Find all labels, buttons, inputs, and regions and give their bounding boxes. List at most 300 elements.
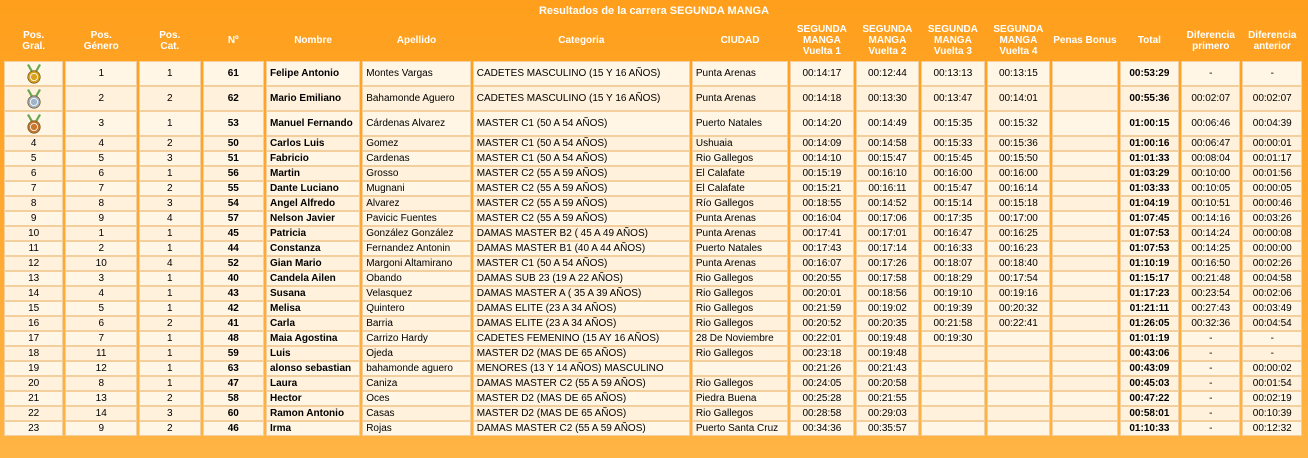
- category-position-cell: 1: [139, 111, 200, 136]
- table-row: [4, 211, 1302, 226]
- category-position-cell: 4: [139, 256, 200, 271]
- category-cell: CADETES FEMENINO (15 AY 16 AÑOS): [473, 331, 690, 346]
- lap-4-cell: 00:20:32: [987, 301, 1051, 316]
- category-cell: MASTER C2 (55 A 59 AÑOS): [473, 196, 690, 211]
- silver-medal-icon: [25, 89, 43, 109]
- diff-first-cell: 00:27:43: [1181, 301, 1240, 316]
- lap-4-cell: 00:16:00: [987, 166, 1051, 181]
- diff-previous-cell: 00:01:17: [1242, 151, 1302, 166]
- position-cell: 9: [4, 211, 63, 226]
- last-name-cell: Fernandez Antonin: [362, 241, 471, 256]
- diff-first-cell: -: [1181, 376, 1240, 391]
- column-header: Penas Bonus: [1053, 35, 1117, 46]
- category-cell: MASTER C2 (55 A 59 AÑOS): [473, 166, 690, 181]
- last-name-cell: Velasquez: [362, 286, 471, 301]
- penalty-bonus-cell: [1052, 136, 1118, 151]
- penalty-bonus-cell: [1052, 361, 1118, 376]
- position-cell: 18: [4, 346, 63, 361]
- penalty-bonus-cell: [1052, 181, 1118, 196]
- diff-previous-cell: 00:04:39: [1242, 111, 1302, 136]
- city-cell: Puerto Santa Cruz: [692, 421, 788, 436]
- position-cell: 16: [4, 316, 63, 331]
- last-name-cell: Bahamonde Aguero: [362, 86, 471, 111]
- last-name-cell: bahamonde aguero: [362, 361, 471, 376]
- total-time-cell: 01:01:19: [1120, 331, 1179, 346]
- bib-number-cell: 58: [203, 391, 264, 406]
- category-cell: DAMAS MASTER A ( 35 A 39 AÑOS): [473, 286, 690, 301]
- first-name-cell: Ramon Antonio: [266, 406, 360, 421]
- diff-previous-cell: 00:03:26: [1242, 211, 1302, 226]
- lap-1-cell: 00:15:19: [790, 166, 854, 181]
- category-position-cell: 2: [139, 316, 200, 331]
- position-cell: 8: [4, 196, 63, 211]
- lap-2-cell: 00:29:03: [856, 406, 920, 421]
- diff-first-cell: 00:23:54: [1181, 286, 1240, 301]
- gender-position-cell: 2: [65, 241, 137, 256]
- category-cell: DAMAS MASTER B1 (40 A 44 AÑOS): [473, 241, 690, 256]
- column-header: Nº: [227, 35, 239, 46]
- lap-1-cell: 00:21:26: [790, 361, 854, 376]
- diff-first-cell: -: [1181, 346, 1240, 361]
- diff-previous-cell: 00:01:56: [1242, 166, 1302, 181]
- lap-2-cell: 00:14:49: [856, 111, 920, 136]
- table-row: [4, 61, 1302, 86]
- position-cell: 17: [4, 331, 63, 346]
- gender-position-cell: 6: [65, 166, 137, 181]
- category-cell: MASTER C1 (50 A 54 AÑOS): [473, 151, 690, 166]
- total-time-cell: 01:10:33: [1120, 421, 1179, 436]
- lap-2-cell: 00:17:01: [856, 226, 920, 241]
- gender-position-cell: 2: [65, 86, 137, 111]
- city-cell: Punta Arenas: [692, 86, 788, 111]
- column-header: Pos. Cat.: [159, 29, 181, 52]
- category-position-cell: 1: [139, 61, 200, 86]
- first-name-cell: Mario Emiliano: [266, 86, 360, 111]
- table-row: [4, 421, 1302, 436]
- lap-4-cell: [987, 346, 1051, 361]
- penalty-bonus-cell: [1052, 211, 1118, 226]
- gender-position-cell: 1: [65, 61, 137, 86]
- total-time-cell: 01:01:33: [1120, 151, 1179, 166]
- table-row: [4, 361, 1302, 376]
- category-position-cell: 1: [139, 271, 200, 286]
- lap-3-cell: 00:19:39: [921, 301, 985, 316]
- diff-previous-cell: 00:02:07: [1242, 86, 1302, 111]
- category-position-cell: 1: [139, 301, 200, 316]
- total-time-cell: 01:04:19: [1120, 196, 1179, 211]
- table-row: [4, 406, 1302, 421]
- total-time-cell: 01:15:17: [1120, 271, 1179, 286]
- lap-3-cell: [921, 406, 985, 421]
- lap-2-cell: 00:18:56: [856, 286, 920, 301]
- penalty-bonus-cell: [1052, 331, 1118, 346]
- diff-previous-cell: 00:02:26: [1242, 256, 1302, 271]
- gender-position-cell: 1: [65, 226, 137, 241]
- table-row: [4, 151, 1302, 166]
- lap-4-cell: 00:18:40: [987, 256, 1051, 271]
- diff-previous-cell: 00:12:32: [1242, 421, 1302, 436]
- city-cell: Puerto Natales: [692, 241, 788, 256]
- bib-number-cell: 63: [203, 361, 264, 376]
- city-cell: Punta Arenas: [692, 256, 788, 271]
- gender-position-cell: 6: [65, 316, 137, 331]
- lap-1-cell: 00:24:05: [790, 376, 854, 391]
- bib-number-cell: 52: [203, 256, 264, 271]
- last-name-cell: Mugnani: [362, 181, 471, 196]
- table-row: [4, 316, 1302, 331]
- lap-1-cell: 00:20:55: [790, 271, 854, 286]
- diff-first-cell: 00:02:07: [1181, 86, 1240, 111]
- diff-previous-cell: 00:00:02: [1242, 361, 1302, 376]
- category-position-cell: 1: [139, 346, 200, 361]
- position-cell: 23: [4, 421, 63, 436]
- diff-previous-cell: 00:00:05: [1242, 181, 1302, 196]
- category-cell: DAMAS MASTER C2 (55 A 59 AÑOS): [473, 376, 690, 391]
- lap-2-cell: 00:17:14: [856, 241, 920, 256]
- category-cell: DAMAS MASTER B2 ( 45 A 49 AÑOS): [473, 226, 690, 241]
- table-row: [4, 346, 1302, 361]
- lap-1-cell: 00:34:36: [790, 421, 854, 436]
- category-cell: MASTER C1 (50 A 54 AÑOS): [473, 256, 690, 271]
- category-position-cell: 2: [139, 391, 200, 406]
- category-position-cell: 2: [139, 181, 200, 196]
- total-time-cell: 01:26:05: [1120, 316, 1179, 331]
- last-name-cell: Rojas: [362, 421, 471, 436]
- lap-2-cell: 00:14:58: [856, 136, 920, 151]
- first-name-cell: Angel Alfredo: [266, 196, 360, 211]
- lap-1-cell: 00:14:17: [790, 61, 854, 86]
- first-name-cell: Nelson Javier: [266, 211, 360, 226]
- penalty-bonus-cell: [1052, 111, 1118, 136]
- city-cell: Rio Gallegos: [692, 286, 788, 301]
- lap-2-cell: 00:17:58: [856, 271, 920, 286]
- table-row: [4, 376, 1302, 391]
- bib-number-cell: 53: [203, 111, 264, 136]
- gender-position-cell: 9: [65, 211, 137, 226]
- first-name-cell: Dante Luciano: [266, 181, 360, 196]
- diff-first-cell: 00:10:00: [1181, 166, 1240, 181]
- table-row: [4, 181, 1302, 196]
- gender-position-cell: 8: [65, 196, 137, 211]
- last-name-cell: Cárdenas Alvarez: [362, 111, 471, 136]
- lap-2-cell: 00:20:35: [856, 316, 920, 331]
- total-time-cell: 00:53:29: [1120, 61, 1179, 86]
- category-position-cell: 2: [139, 421, 200, 436]
- bib-number-cell: 54: [203, 196, 264, 211]
- gender-position-cell: 10: [65, 256, 137, 271]
- penalty-bonus-cell: [1052, 301, 1118, 316]
- lap-3-cell: 00:13:47: [921, 86, 985, 111]
- city-cell: Punta Arenas: [692, 211, 788, 226]
- table-row: [4, 286, 1302, 301]
- last-name-cell: Montes Vargas: [362, 61, 471, 86]
- total-time-cell: 00:43:06: [1120, 346, 1179, 361]
- lap-4-cell: 00:19:16: [987, 286, 1051, 301]
- column-header: Diferencia anterior: [1248, 29, 1297, 52]
- gender-position-cell: 14: [65, 406, 137, 421]
- diff-first-cell: -: [1181, 61, 1240, 86]
- column-header: SEGUNDA MANGA Vuelta 3: [927, 24, 978, 57]
- bib-number-cell: 50: [203, 136, 264, 151]
- diff-previous-cell: 00:00:01: [1242, 136, 1302, 151]
- lap-2-cell: 00:19:48: [856, 346, 920, 361]
- category-position-cell: 1: [139, 331, 200, 346]
- table-row: [4, 226, 1302, 241]
- position-cell: 5: [4, 151, 63, 166]
- first-name-cell: Carla: [266, 316, 360, 331]
- lap-2-cell: 00:13:30: [856, 86, 920, 111]
- city-cell: Río Gallegos: [692, 196, 788, 211]
- last-name-cell: Caniza: [362, 376, 471, 391]
- first-name-cell: Luis: [266, 346, 360, 361]
- first-name-cell: Gian Mario: [266, 256, 360, 271]
- diff-first-cell: -: [1181, 391, 1240, 406]
- lap-3-cell: 00:19:30: [921, 331, 985, 346]
- category-cell: MASTER D2 (MAS DE 65 AÑOS): [473, 346, 690, 361]
- penalty-bonus-cell: [1052, 316, 1118, 331]
- category-cell: MASTER C1 (50 A 54 AÑOS): [473, 136, 690, 151]
- position-cell: 22: [4, 406, 63, 421]
- gender-position-cell: 11: [65, 346, 137, 361]
- lap-1-cell: 00:22:01: [790, 331, 854, 346]
- bib-number-cell: 44: [203, 241, 264, 256]
- city-cell: El Calafate: [692, 181, 788, 196]
- table-row: [4, 166, 1302, 181]
- lap-1-cell: 00:14:09: [790, 136, 854, 151]
- bib-number-cell: 42: [203, 301, 264, 316]
- category-cell: MASTER D2 (MAS DE 65 AÑOS): [473, 406, 690, 421]
- lap-1-cell: 00:21:59: [790, 301, 854, 316]
- gender-position-cell: 4: [65, 286, 137, 301]
- lap-3-cell: [921, 346, 985, 361]
- penalty-bonus-cell: [1052, 376, 1118, 391]
- first-name-cell: Patricia: [266, 226, 360, 241]
- category-position-cell: 1: [139, 286, 200, 301]
- lap-2-cell: 00:21:55: [856, 391, 920, 406]
- diff-previous-cell: 00:02:19: [1242, 391, 1302, 406]
- last-name-cell: Obando: [362, 271, 471, 286]
- total-time-cell: 00:47:22: [1120, 391, 1179, 406]
- column-header: Pos. Gral.: [22, 29, 46, 52]
- lap-4-cell: 00:16:14: [987, 181, 1051, 196]
- city-cell: Rio Gallegos: [692, 316, 788, 331]
- position-cell: 14: [4, 286, 63, 301]
- first-name-cell: Fabricio: [266, 151, 360, 166]
- gender-position-cell: 7: [65, 331, 137, 346]
- diff-previous-cell: 00:01:54: [1242, 376, 1302, 391]
- diff-first-cell: -: [1181, 406, 1240, 421]
- penalty-bonus-cell: [1052, 151, 1118, 166]
- last-name-cell: Oces: [362, 391, 471, 406]
- gender-position-cell: 7: [65, 181, 137, 196]
- lap-4-cell: [987, 331, 1051, 346]
- lap-4-cell: [987, 406, 1051, 421]
- lap-4-cell: 00:17:54: [987, 271, 1051, 286]
- lap-3-cell: [921, 391, 985, 406]
- bib-number-cell: 48: [203, 331, 264, 346]
- last-name-cell: Ojeda: [362, 346, 471, 361]
- diff-previous-cell: 00:04:58: [1242, 271, 1302, 286]
- gender-position-cell: 3: [65, 111, 137, 136]
- lap-1-cell: 00:25:28: [790, 391, 854, 406]
- diff-first-cell: 00:06:46: [1181, 111, 1240, 136]
- last-name-cell: Alvarez: [362, 196, 471, 211]
- lap-3-cell: [921, 421, 985, 436]
- total-time-cell: 01:03:29: [1120, 166, 1179, 181]
- total-time-cell: 01:10:19: [1120, 256, 1179, 271]
- position-cell: 4: [4, 136, 63, 151]
- gender-position-cell: 9: [65, 421, 137, 436]
- position-cell: [4, 61, 63, 86]
- lap-3-cell: 00:17:35: [921, 211, 985, 226]
- penalty-bonus-cell: [1052, 346, 1118, 361]
- table-row: [4, 331, 1302, 346]
- lap-3-cell: 00:15:45: [921, 151, 985, 166]
- lap-4-cell: [987, 361, 1051, 376]
- bib-number-cell: 43: [203, 286, 264, 301]
- category-cell: DAMAS MASTER C2 (55 A 59 AÑOS): [473, 421, 690, 436]
- lap-4-cell: 00:15:50: [987, 151, 1051, 166]
- position-cell: 20: [4, 376, 63, 391]
- diff-previous-cell: 00:00:46: [1242, 196, 1302, 211]
- first-name-cell: Susana: [266, 286, 360, 301]
- results-body: [4, 61, 1302, 436]
- category-position-cell: 2: [139, 86, 200, 111]
- category-position-cell: 1: [139, 166, 200, 181]
- last-name-cell: Barria: [362, 316, 471, 331]
- column-header: Total: [1137, 35, 1161, 46]
- lap-1-cell: 00:23:18: [790, 346, 854, 361]
- gender-position-cell: 8: [65, 376, 137, 391]
- total-time-cell: 00:58:01: [1120, 406, 1179, 421]
- position-cell: [4, 111, 63, 136]
- gender-position-cell: 4: [65, 136, 137, 151]
- city-cell: Rio Gallegos: [692, 346, 788, 361]
- last-name-cell: Margoni Altamirano: [362, 256, 471, 271]
- lap-4-cell: 00:22:41: [987, 316, 1051, 331]
- diff-first-cell: -: [1181, 361, 1240, 376]
- table-row: [4, 196, 1302, 211]
- lap-3-cell: 00:16:00: [921, 166, 985, 181]
- lap-1-cell: 00:14:20: [790, 111, 854, 136]
- lap-2-cell: 00:12:44: [856, 61, 920, 86]
- lap-4-cell: 00:13:15: [987, 61, 1051, 86]
- total-time-cell: 01:00:15: [1120, 111, 1179, 136]
- lap-4-cell: 00:17:00: [987, 211, 1051, 226]
- penalty-bonus-cell: [1052, 226, 1118, 241]
- table-row: [4, 86, 1302, 111]
- penalty-bonus-cell: [1052, 271, 1118, 286]
- lap-2-cell: 00:19:02: [856, 301, 920, 316]
- total-time-cell: 01:03:33: [1120, 181, 1179, 196]
- category-cell: MASTER C2 (55 A 59 AÑOS): [473, 211, 690, 226]
- lap-4-cell: [987, 391, 1051, 406]
- category-cell: CADETES MASCULINO (15 Y 16 AÑOS): [473, 86, 690, 111]
- lap-4-cell: 00:16:23: [987, 241, 1051, 256]
- bib-number-cell: 61: [203, 61, 264, 86]
- diff-previous-cell: -: [1242, 61, 1302, 86]
- lap-3-cell: 00:15:35: [921, 111, 985, 136]
- column-header: Pos. Género: [83, 29, 119, 52]
- diff-first-cell: -: [1181, 421, 1240, 436]
- lap-3-cell: 00:15:33: [921, 136, 985, 151]
- city-cell: Punta Arenas: [692, 226, 788, 241]
- penalty-bonus-cell: [1052, 391, 1118, 406]
- category-cell: MENORES (13 Y 14 AÑOS) MASCULINO: [473, 361, 690, 376]
- lap-3-cell: 00:16:47: [921, 226, 985, 241]
- lap-3-cell: [921, 361, 985, 376]
- gender-position-cell: 5: [65, 151, 137, 166]
- category-position-cell: 1: [139, 361, 200, 376]
- lap-4-cell: 00:15:18: [987, 196, 1051, 211]
- lap-3-cell: 00:16:33: [921, 241, 985, 256]
- last-name-cell: Quintero: [362, 301, 471, 316]
- bib-number-cell: 59: [203, 346, 264, 361]
- diff-previous-cell: 00:00:08: [1242, 226, 1302, 241]
- column-header: SEGUNDA MANGA Vuelta 2: [862, 24, 913, 57]
- lap-2-cell: 00:17:06: [856, 211, 920, 226]
- city-cell: Rio Gallegos: [692, 151, 788, 166]
- table-row: [4, 271, 1302, 286]
- lap-1-cell: 00:17:41: [790, 226, 854, 241]
- penalty-bonus-cell: [1052, 256, 1118, 271]
- column-header: Apellido: [396, 35, 437, 46]
- table-row: [4, 301, 1302, 316]
- category-position-cell: 4: [139, 211, 200, 226]
- category-cell: CADETES MASCULINO (15 Y 16 AÑOS): [473, 61, 690, 86]
- category-cell: MASTER C2 (55 A 59 AÑOS): [473, 181, 690, 196]
- city-cell: Rio Gallegos: [692, 406, 788, 421]
- category-cell: MASTER D2 (MAS DE 65 AÑOS): [473, 391, 690, 406]
- diff-previous-cell: 00:03:49: [1242, 301, 1302, 316]
- first-name-cell: Carlos Luis: [266, 136, 360, 151]
- bib-number-cell: 60: [203, 406, 264, 421]
- last-name-cell: Grosso: [362, 166, 471, 181]
- city-cell: Piedra Buena: [692, 391, 788, 406]
- column-header: CIUDAD: [720, 35, 760, 46]
- bib-number-cell: 41: [203, 316, 264, 331]
- lap-4-cell: 00:16:25: [987, 226, 1051, 241]
- diff-previous-cell: 00:04:54: [1242, 316, 1302, 331]
- penalty-bonus-cell: [1052, 421, 1118, 436]
- position-cell: 12: [4, 256, 63, 271]
- first-name-cell: Constanza: [266, 241, 360, 256]
- city-cell: 28 De Noviembre: [692, 331, 788, 346]
- last-name-cell: Pavicic Fuentes: [362, 211, 471, 226]
- lap-1-cell: 00:28:58: [790, 406, 854, 421]
- lap-1-cell: 00:14:18: [790, 86, 854, 111]
- lap-4-cell: 00:14:01: [987, 86, 1051, 111]
- lap-1-cell: 00:18:55: [790, 196, 854, 211]
- bib-number-cell: 45: [203, 226, 264, 241]
- first-name-cell: Manuel Fernando: [266, 111, 360, 136]
- lap-2-cell: 00:19:48: [856, 331, 920, 346]
- first-name-cell: alonso sebastian: [266, 361, 360, 376]
- total-time-cell: 00:55:36: [1120, 86, 1179, 111]
- lap-4-cell: 00:15:32: [987, 111, 1051, 136]
- gender-position-cell: 3: [65, 271, 137, 286]
- category-cell: DAMAS SUB 23 (19 A 22 AÑOS): [473, 271, 690, 286]
- bib-number-cell: 55: [203, 181, 264, 196]
- table-row: [4, 136, 1302, 151]
- total-time-cell: 01:07:53: [1120, 226, 1179, 241]
- lap-1-cell: 00:16:04: [790, 211, 854, 226]
- lap-2-cell: 00:21:43: [856, 361, 920, 376]
- total-time-cell: 00:45:03: [1120, 376, 1179, 391]
- position-cell: 15: [4, 301, 63, 316]
- table-row: [4, 111, 1302, 136]
- city-cell: Punta Arenas: [692, 61, 788, 86]
